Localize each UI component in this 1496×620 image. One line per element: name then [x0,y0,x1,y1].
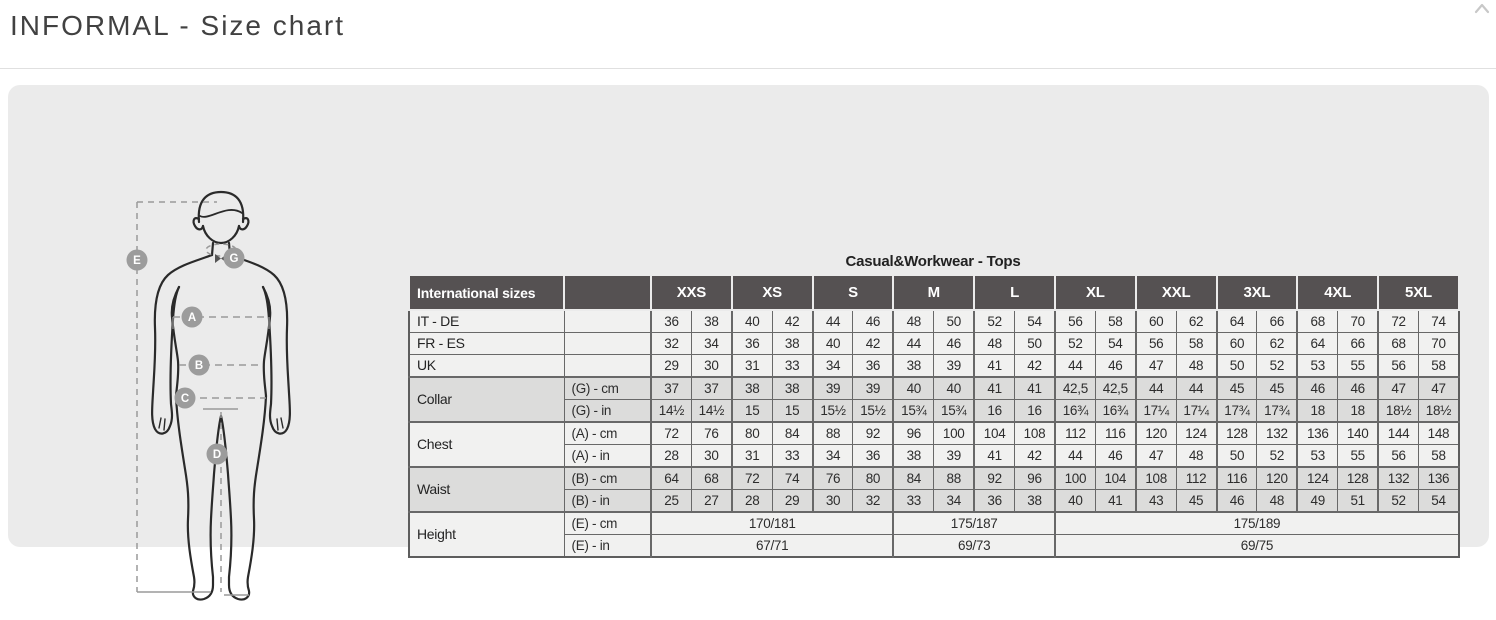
size-value-cell: 66 [1338,333,1378,355]
size-value-cell: 136 [1419,467,1459,490]
size-value-cell: 36 [651,310,691,333]
size-value-cell: 124 [1297,467,1337,490]
marker-C-badge [175,388,196,409]
size-value-cell: 46 [1297,377,1337,400]
size-value-cell: 56 [1055,310,1095,333]
size-value-cell: 37 [651,377,691,400]
size-value-cell: 68 [691,467,731,490]
row-unit-label: (A) - cm [564,422,651,445]
size-value-cell: 39 [813,377,853,400]
size-value-cell: 42 [1015,355,1055,378]
table-row [409,512,1459,535]
size-value-cell: 38 [691,310,731,333]
marker-A-badge [182,307,203,328]
table-row [409,490,1459,513]
size-value-cell: 36 [853,445,893,468]
size-value-span-cell: 67/71 [651,535,893,558]
size-value-cell: 17¼ [1136,400,1176,423]
size-value-cell: 58 [1176,333,1216,355]
table-row [409,355,1459,378]
size-value-cell: 31 [732,445,772,468]
size-group-header: S [813,275,894,310]
table-row [409,467,1459,490]
size-value-cell: 68 [1297,310,1337,333]
size-value-cell: 44 [1055,355,1095,378]
body-measurement-diagram [121,188,331,620]
size-value-cell: 28 [651,445,691,468]
size-group-header: XS [732,275,813,310]
size-group-header: L [974,275,1055,310]
size-value-span-cell: 69/75 [1055,535,1459,558]
size-value-cell: 36 [853,355,893,378]
row-unit-label: (B) - cm [564,467,651,490]
size-table [408,274,1460,558]
size-value-cell: 46 [1095,355,1135,378]
size-value-cell: 30 [813,490,853,513]
size-group-header: 3XL [1217,275,1298,310]
row-unit-label: (E) - in [564,535,651,558]
size-value-cell: 104 [1095,467,1135,490]
corner-header-spacer [564,275,651,310]
size-value-cell: 46 [934,333,974,355]
size-value-cell: 108 [1136,467,1176,490]
size-group-header: 5XL [1378,275,1459,310]
size-value-cell: 144 [1378,422,1418,445]
size-value-cell: 40 [813,333,853,355]
size-value-cell: 74 [1419,310,1459,333]
size-group-header: 4XL [1297,275,1378,310]
row-unit-label: (E) - cm [564,512,651,535]
size-value-cell: 50 [1217,445,1257,468]
size-value-cell: 68 [1378,333,1418,355]
chevron-up-icon[interactable] [1473,1,1491,15]
size-value-cell: 128 [1217,422,1257,445]
size-value-cell: 58 [1419,355,1459,378]
size-value-cell: 42,5 [1055,377,1095,400]
size-value-cell: 37 [691,377,731,400]
size-value-cell: 25 [651,490,691,513]
size-value-cell: 108 [1015,422,1055,445]
size-value-cell: 55 [1338,445,1378,468]
size-value-cell: 48 [1176,445,1216,468]
size-value-cell: 30 [691,355,731,378]
size-value-cell: 34 [934,490,974,513]
size-value-cell: 120 [1257,467,1297,490]
size-value-cell: 15½ [853,400,893,423]
size-value-cell: 104 [974,422,1014,445]
size-value-cell: 38 [893,355,933,378]
size-value-cell: 48 [974,333,1014,355]
size-value-cell: 48 [893,310,933,333]
size-value-cell: 16¾ [1095,400,1135,423]
size-value-cell: 17¼ [1176,400,1216,423]
size-value-cell: 42 [772,310,812,333]
size-value-cell: 16 [974,400,1014,423]
size-value-cell: 72 [651,422,691,445]
svg-text:A: A [187,312,197,324]
size-chart-panel [8,85,1489,553]
table-row [409,377,1459,400]
header-divider [0,68,1496,69]
size-value-cell: 72 [732,467,772,490]
size-value-cell: 52 [1257,445,1297,468]
table-row [409,445,1459,468]
size-value-cell: 140 [1338,422,1378,445]
size-value-cell: 44 [813,310,853,333]
row-unit-label [564,333,651,355]
size-value-cell: 14½ [651,400,691,423]
size-value-cell: 41 [974,445,1014,468]
size-value-cell: 54 [1015,310,1055,333]
size-value-cell: 15½ [813,400,853,423]
size-value-cell: 136 [1297,422,1337,445]
size-value-cell: 64 [1297,333,1337,355]
size-value-cell: 64 [1217,310,1257,333]
size-value-cell: 41 [974,355,1014,378]
size-value-cell: 41 [1095,490,1135,513]
svg-text:C: C [180,393,190,405]
size-value-cell: 32 [853,490,893,513]
size-value-cell: 36 [974,490,1014,513]
size-value-cell: 38 [1015,490,1055,513]
svg-text:G: G [229,253,239,265]
row-label: IT - DE [409,310,564,333]
size-value-cell: 64 [651,467,691,490]
size-value-cell: 47 [1378,377,1418,400]
size-value-cell: 34 [691,333,731,355]
size-value-cell: 31 [732,355,772,378]
size-value-cell: 62 [1176,310,1216,333]
size-value-cell: 29 [651,355,691,378]
table-title: Casual&Workwear - Tops [845,253,1021,270]
table-row [409,310,1459,333]
row-unit-label: (A) - in [564,445,651,468]
size-value-cell: 18½ [1378,400,1418,423]
size-value-cell: 15 [772,400,812,423]
size-value-cell: 27 [691,490,731,513]
size-value-cell: 42 [853,333,893,355]
size-value-cell: 116 [1095,422,1135,445]
size-value-cell: 38 [772,333,812,355]
table-row [409,333,1459,355]
size-value-cell: 58 [1095,310,1135,333]
size-value-span-cell: 175/187 [893,512,1055,535]
size-value-cell: 33 [893,490,933,513]
size-value-cell: 128 [1338,467,1378,490]
row-label: Height [409,512,564,557]
size-value-span-cell: 175/189 [1055,512,1459,535]
svg-text:E: E [133,255,141,267]
size-value-cell: 60 [1136,310,1176,333]
size-value-cell: 46 [1095,445,1135,468]
size-value-cell: 29 [772,490,812,513]
size-value-cell: 15 [732,400,772,423]
size-group-header: XXS [651,275,732,310]
size-value-cell: 54 [1095,333,1135,355]
size-value-cell: 46 [1338,377,1378,400]
svg-text:D: D [212,449,222,461]
size-value-cell: 49 [1297,490,1337,513]
size-value-cell: 15¾ [893,400,933,423]
table-body [409,310,1459,557]
size-value-cell: 36 [732,333,772,355]
size-value-cell: 48 [1176,355,1216,378]
size-value-cell: 18½ [1419,400,1459,423]
size-value-cell: 132 [1378,467,1418,490]
size-value-cell: 56 [1378,355,1418,378]
size-table-section [408,253,1458,558]
size-value-cell: 44 [1136,377,1176,400]
size-value-cell: 52 [1378,490,1418,513]
size-value-cell: 33 [772,445,812,468]
size-value-cell: 34 [813,355,853,378]
marker-B-badge [189,355,210,376]
size-value-cell: 100 [934,422,974,445]
row-label: Chest [409,422,564,467]
row-label: FR - ES [409,333,564,355]
row-label: Waist [409,467,564,512]
size-value-cell: 39 [934,355,974,378]
size-value-cell: 124 [1176,422,1216,445]
corner-header: International sizes [409,275,564,310]
marker-D-badge [207,444,228,465]
size-value-cell: 38 [893,445,933,468]
size-value-cell: 15¾ [934,400,974,423]
size-value-cell: 50 [1217,355,1257,378]
size-value-cell: 120 [1136,422,1176,445]
size-value-cell: 39 [934,445,974,468]
size-value-cell: 41 [974,377,1014,400]
marker-E-badge [127,250,148,271]
table-row [409,400,1459,423]
size-value-cell: 112 [1055,422,1095,445]
size-value-cell: 16 [1015,400,1055,423]
size-value-cell: 52 [1257,355,1297,378]
size-group-header: XXL [1136,275,1217,310]
size-value-cell: 50 [1015,333,1055,355]
size-value-cell: 58 [1419,445,1459,468]
size-value-cell: 38 [772,377,812,400]
size-value-cell: 54 [1419,490,1459,513]
size-value-cell: 45 [1217,377,1257,400]
size-value-cell: 47 [1419,377,1459,400]
size-value-cell: 52 [974,310,1014,333]
size-value-cell: 51 [1338,490,1378,513]
marker-G-badge [224,248,245,269]
size-value-cell: 70 [1338,310,1378,333]
size-value-cell: 40 [732,310,772,333]
size-value-cell: 74 [772,467,812,490]
size-value-cell: 148 [1419,422,1459,445]
page-title: INFORMAL - Size chart [10,10,346,41]
size-value-cell: 100 [1055,467,1095,490]
size-value-cell: 46 [853,310,893,333]
size-value-cell: 43 [1136,490,1176,513]
size-value-cell: 88 [934,467,974,490]
size-value-cell: 56 [1378,445,1418,468]
size-value-cell: 33 [772,355,812,378]
size-group-header: M [893,275,974,310]
size-value-cell: 66 [1257,310,1297,333]
size-value-cell: 96 [893,422,933,445]
size-value-cell: 96 [1015,467,1055,490]
size-value-cell: 116 [1217,467,1257,490]
table-row [409,422,1459,445]
size-value-cell: 84 [893,467,933,490]
size-value-cell: 44 [893,333,933,355]
size-value-cell: 45 [1176,490,1216,513]
size-value-cell: 40 [934,377,974,400]
size-value-cell: 18 [1338,400,1378,423]
size-value-cell: 56 [1136,333,1176,355]
size-value-cell: 38 [732,377,772,400]
row-unit-label: (G) - cm [564,377,651,400]
size-value-cell: 76 [813,467,853,490]
size-value-cell: 16¾ [1055,400,1095,423]
size-value-cell: 60 [1217,333,1257,355]
size-value-cell: 17¾ [1257,400,1297,423]
size-value-cell: 40 [1055,490,1095,513]
size-value-cell: 84 [772,422,812,445]
row-unit-label [564,355,651,378]
size-value-cell: 55 [1338,355,1378,378]
table-row [409,535,1459,558]
size-value-cell: 40 [893,377,933,400]
row-unit-label [564,310,651,333]
size-group-header: XL [1055,275,1136,310]
size-value-span-cell: 69/73 [893,535,1055,558]
table-header [409,275,1459,310]
size-value-cell: 70 [1419,333,1459,355]
size-value-cell: 72 [1378,310,1418,333]
size-value-cell: 17¾ [1217,400,1257,423]
row-label: UK [409,355,564,378]
size-value-cell: 44 [1176,377,1216,400]
size-value-cell: 112 [1176,467,1216,490]
size-value-cell: 44 [1055,445,1095,468]
size-value-cell: 14½ [691,400,731,423]
row-label: Collar [409,377,564,422]
size-value-cell: 18 [1297,400,1337,423]
row-unit-label: (G) - in [564,400,651,423]
size-value-cell: 41 [1015,377,1055,400]
size-value-cell: 45 [1257,377,1297,400]
size-value-cell: 132 [1257,422,1297,445]
size-value-cell: 42,5 [1095,377,1135,400]
size-value-cell: 34 [813,445,853,468]
size-value-span-cell: 170/181 [651,512,893,535]
size-value-cell: 42 [1015,445,1055,468]
size-value-cell: 46 [1217,490,1257,513]
size-value-cell: 92 [853,422,893,445]
svg-text:B: B [194,360,204,372]
size-value-cell: 62 [1257,333,1297,355]
size-value-cell: 76 [691,422,731,445]
size-value-cell: 39 [853,377,893,400]
size-value-cell: 88 [813,422,853,445]
size-value-cell: 47 [1136,445,1176,468]
size-value-cell: 80 [732,422,772,445]
size-value-cell: 92 [974,467,1014,490]
size-value-cell: 53 [1297,355,1337,378]
size-value-cell: 28 [732,490,772,513]
size-value-cell: 30 [691,445,731,468]
size-value-cell: 50 [934,310,974,333]
size-value-cell: 52 [1055,333,1095,355]
row-unit-label: (B) - in [564,490,651,513]
size-value-cell: 32 [651,333,691,355]
size-value-cell: 48 [1257,490,1297,513]
size-value-cell: 80 [853,467,893,490]
size-value-cell: 47 [1136,355,1176,378]
size-value-cell: 53 [1297,445,1337,468]
